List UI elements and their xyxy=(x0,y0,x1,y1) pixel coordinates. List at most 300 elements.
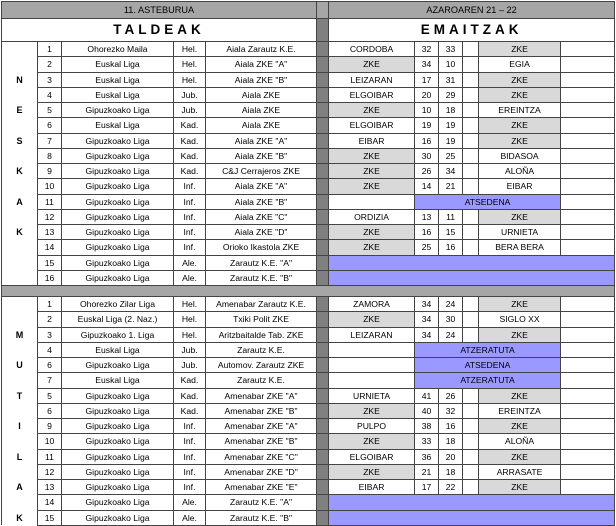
team-name: Amenabar ZKE "B" xyxy=(206,434,317,449)
home-team: ORDIZIA xyxy=(329,209,415,224)
away-score: 29 xyxy=(439,87,463,102)
trailing-cell xyxy=(561,480,615,495)
home-score: 34 xyxy=(415,327,439,342)
home-score: 32 xyxy=(415,42,439,57)
column-divider xyxy=(317,240,329,255)
team-name: C&J Cerrajeros ZKE xyxy=(206,164,317,179)
team-name: Aiala ZKE "A" xyxy=(206,179,317,194)
trailing-cell xyxy=(561,312,615,327)
home-score: 21 xyxy=(415,464,439,479)
category: Inf. xyxy=(174,240,206,255)
home-team: ELGOIBAR xyxy=(329,118,415,133)
column-divider xyxy=(317,373,329,388)
score-spacer xyxy=(463,388,479,403)
team-name: Aiala ZKE "B" xyxy=(206,148,317,163)
category: Hel. xyxy=(174,327,206,342)
category: Kad. xyxy=(174,133,206,148)
home-team: PULPO xyxy=(329,419,415,434)
category: Kad. xyxy=(174,388,206,403)
section-letter: E xyxy=(2,103,38,118)
results-heading: EMAITZAK xyxy=(329,19,615,42)
away-score: 33 xyxy=(439,42,463,57)
away-team: EIBAR xyxy=(479,179,561,194)
away-team: ZKE xyxy=(479,209,561,224)
team-name: Zarautz K.E. "B" xyxy=(206,270,317,285)
home-score: 10 xyxy=(415,103,439,118)
section-letter-blank xyxy=(2,270,38,285)
league-name: Gipuzkoako Liga xyxy=(62,449,174,464)
result-spacer xyxy=(561,373,615,388)
team-name: Automov. Zarautz ZKE xyxy=(206,358,317,373)
section-letter-blank xyxy=(2,57,38,72)
row-number: 14 xyxy=(38,240,62,255)
category: Ale. xyxy=(174,255,206,270)
away-score: 32 xyxy=(439,403,463,418)
row-number: 4 xyxy=(38,342,62,357)
score-spacer xyxy=(463,87,479,102)
category: Jub. xyxy=(174,87,206,102)
results-sheet xyxy=(1,1,615,526)
home-team: ZKE xyxy=(329,103,415,118)
league-name: Gipuzkoako Liga xyxy=(62,403,174,418)
home-team: LEIZARAN xyxy=(329,72,415,87)
trailing-cell xyxy=(561,464,615,479)
row-number: 8 xyxy=(38,148,62,163)
home-team: ZKE xyxy=(329,225,415,240)
column-divider xyxy=(317,225,329,240)
teams-heading: TALDEAK xyxy=(2,19,317,42)
away-score: 30 xyxy=(439,312,463,327)
table-row xyxy=(2,72,615,87)
table-row xyxy=(2,449,615,464)
column-divider xyxy=(317,255,329,270)
result-spacer xyxy=(329,358,415,373)
row-number: 4 xyxy=(38,87,62,102)
team-name: Amenabar Zarautz K.E. xyxy=(206,297,317,312)
column-divider xyxy=(317,510,329,525)
row-number: 1 xyxy=(38,297,62,312)
team-name: Aiala Zarautz K.E. xyxy=(206,42,317,57)
table-row xyxy=(2,57,615,72)
away-score: 24 xyxy=(439,327,463,342)
section-letter: L xyxy=(2,449,38,464)
category: Jub. xyxy=(174,342,206,357)
team-name: Amenabar ZKE "B" xyxy=(206,403,317,418)
trailing-cell xyxy=(561,434,615,449)
league-name: Gipuzkoako Liga xyxy=(62,103,174,118)
section-letter: K xyxy=(2,510,38,525)
league-name: Gipuzkoako Liga xyxy=(62,164,174,179)
category: Kad. xyxy=(174,148,206,163)
trailing-cell xyxy=(561,87,615,102)
section-letter-blank xyxy=(2,87,38,102)
category: Inf. xyxy=(174,464,206,479)
away-team: ZKE xyxy=(479,388,561,403)
section-letter: T xyxy=(2,388,38,403)
category: Ale. xyxy=(174,510,206,525)
column-divider xyxy=(317,87,329,102)
section-letter: N xyxy=(2,72,38,87)
trailing-cell xyxy=(561,72,615,87)
league-name: Euskal Liga xyxy=(62,87,174,102)
result-spacer xyxy=(329,373,415,388)
away-team: ZKE xyxy=(479,42,561,57)
away-score: 25 xyxy=(439,148,463,163)
away-score: 26 xyxy=(439,388,463,403)
league-name: Gipuzkoako Liga xyxy=(62,179,174,194)
row-number: 7 xyxy=(38,373,62,388)
column-divider xyxy=(317,118,329,133)
section-letter-blank xyxy=(2,312,38,327)
table-row xyxy=(2,209,615,224)
away-score: 22 xyxy=(439,480,463,495)
away-score: 19 xyxy=(439,118,463,133)
team-name: Aiala ZKE "C" xyxy=(206,209,317,224)
column-divider xyxy=(317,495,329,510)
team-name: Aiala ZKE "D" xyxy=(206,225,317,240)
away-team: ZKE xyxy=(479,87,561,102)
score-spacer xyxy=(463,327,479,342)
column-divider xyxy=(317,480,329,495)
column-divider xyxy=(317,2,329,19)
team-name: Amenabar ZKE "E" xyxy=(206,480,317,495)
score-spacer xyxy=(463,225,479,240)
away-team: ZKE xyxy=(479,419,561,434)
trailing-cell xyxy=(561,449,615,464)
category: Jub. xyxy=(174,103,206,118)
section-letter: K xyxy=(2,164,38,179)
row-number: 5 xyxy=(38,388,62,403)
score-spacer xyxy=(463,240,479,255)
column-divider xyxy=(317,297,329,312)
team-name: Zarautz K.E. "B" xyxy=(206,510,317,525)
team-name: Aiala ZKE "B" xyxy=(206,72,317,87)
away-score: 34 xyxy=(439,164,463,179)
score-spacer xyxy=(463,164,479,179)
home-score: 13 xyxy=(415,209,439,224)
away-team: URNIETA xyxy=(479,225,561,240)
result-spacer xyxy=(329,194,415,209)
row-number: 3 xyxy=(38,327,62,342)
table-row xyxy=(2,403,615,418)
column-divider xyxy=(317,133,329,148)
league-name: Gipuzkoako Liga xyxy=(62,209,174,224)
home-score: 20 xyxy=(415,87,439,102)
league-name: Euskal Liga xyxy=(62,72,174,87)
league-name: Gipuzkoako Liga xyxy=(62,194,174,209)
table-row xyxy=(2,133,615,148)
row-number: 13 xyxy=(38,480,62,495)
home-team: ZKE xyxy=(329,179,415,194)
home-team: CORDOBA xyxy=(329,42,415,57)
home-score: 34 xyxy=(415,312,439,327)
trailing-cell xyxy=(561,164,615,179)
trailing-cell xyxy=(561,225,615,240)
trailing-cell xyxy=(561,133,615,148)
column-divider xyxy=(317,358,329,373)
trailing-cell xyxy=(561,403,615,418)
away-team: ZKE xyxy=(479,327,561,342)
league-name: Ohorezko Maila xyxy=(62,42,174,57)
league-name: Gipuzkoako Liga xyxy=(62,388,174,403)
trailing-cell xyxy=(561,57,615,72)
home-team: ZKE xyxy=(329,148,415,163)
score-spacer xyxy=(463,464,479,479)
row-number: 6 xyxy=(38,358,62,373)
team-name: Zarautz K.E. "A" xyxy=(206,495,317,510)
away-score: 16 xyxy=(439,240,463,255)
date-title: AZAROAREN 21 – 22 xyxy=(329,2,615,19)
row-number: 5 xyxy=(38,103,62,118)
row-number: 13 xyxy=(38,225,62,240)
score-spacer xyxy=(463,118,479,133)
row-number: 15 xyxy=(38,510,62,525)
section-letter: S xyxy=(2,133,38,148)
result-empty xyxy=(329,510,615,525)
away-score: 16 xyxy=(439,419,463,434)
table-row xyxy=(2,342,615,357)
table-row xyxy=(2,103,615,118)
category: Kad. xyxy=(174,118,206,133)
league-name: Gipuzkoako Liga xyxy=(62,255,174,270)
table-row xyxy=(2,480,615,495)
score-spacer xyxy=(463,403,479,418)
score-spacer xyxy=(463,297,479,312)
separator-bar xyxy=(2,286,615,297)
column-divider xyxy=(317,148,329,163)
table-row xyxy=(2,255,615,270)
away-team: EREINTZA xyxy=(479,103,561,118)
league-name: Gipuzkoako Liga xyxy=(62,270,174,285)
section-letter-blank xyxy=(2,434,38,449)
league-name: Ohorezko Zilar Liga xyxy=(62,297,174,312)
row-number: 1 xyxy=(38,42,62,57)
column-divider xyxy=(317,57,329,72)
away-team: BERA BERA xyxy=(479,240,561,255)
league-name: Gipuzkoako Liga xyxy=(62,480,174,495)
table-row xyxy=(2,495,615,510)
home-score: 25 xyxy=(415,240,439,255)
team-name: Amenabar ZKE "D" xyxy=(206,464,317,479)
category: Kad. xyxy=(174,403,206,418)
score-spacer xyxy=(463,57,479,72)
home-score: 34 xyxy=(415,57,439,72)
results-table xyxy=(1,1,615,526)
section-letter-blank xyxy=(2,297,38,312)
league-name: Gipuzkoako 1. Liga xyxy=(62,327,174,342)
league-name: Euskal Liga xyxy=(62,342,174,357)
away-team: BIDASOA xyxy=(479,148,561,163)
league-name: Euskal Liga xyxy=(62,57,174,72)
home-score: 16 xyxy=(415,133,439,148)
category: Inf. xyxy=(174,194,206,209)
row-number: 2 xyxy=(38,312,62,327)
section-letter-blank xyxy=(2,118,38,133)
league-name: Gipuzkoako Liga xyxy=(62,419,174,434)
category: Inf. xyxy=(174,225,206,240)
team-name: Aiala ZKE "A" xyxy=(206,133,317,148)
team-name: Amenabar ZKE "C" xyxy=(206,449,317,464)
category: Ale. xyxy=(174,495,206,510)
column-divider xyxy=(317,449,329,464)
home-score: 34 xyxy=(415,297,439,312)
home-score: 19 xyxy=(415,118,439,133)
section-letter-blank xyxy=(2,373,38,388)
row-number: 16 xyxy=(38,270,62,285)
column-divider xyxy=(317,19,329,42)
table-row xyxy=(2,270,615,285)
away-team: ALOÑA xyxy=(479,164,561,179)
score-spacer xyxy=(463,72,479,87)
row-number: 14 xyxy=(38,495,62,510)
away-score: 18 xyxy=(439,434,463,449)
round-title: 11. ASTEBURUA xyxy=(2,2,317,19)
column-divider xyxy=(317,403,329,418)
row-number: 10 xyxy=(38,434,62,449)
score-spacer xyxy=(463,209,479,224)
home-team: ELGOIBAR xyxy=(329,449,415,464)
league-name: Gipuzkoako Liga xyxy=(62,358,174,373)
away-team: EGIA xyxy=(479,57,561,72)
team-name: Aritzbaitalde Tab. ZKE xyxy=(206,327,317,342)
table-row xyxy=(2,388,615,403)
home-team: ZKE xyxy=(329,403,415,418)
team-name: Aiala ZKE xyxy=(206,87,317,102)
category: Kad. xyxy=(174,373,206,388)
section-letter-blank xyxy=(2,240,38,255)
row-number: 15 xyxy=(38,255,62,270)
home-score: 26 xyxy=(415,164,439,179)
table-row xyxy=(2,327,615,342)
table-row xyxy=(2,434,615,449)
section-letter-blank xyxy=(2,42,38,57)
away-score: 21 xyxy=(439,179,463,194)
away-score: 15 xyxy=(439,225,463,240)
category: Ale. xyxy=(174,270,206,285)
team-name: Orioko Ikastola ZKE xyxy=(206,240,317,255)
home-team: EIBAR xyxy=(329,480,415,495)
team-name: Amenabar ZKE "A" xyxy=(206,419,317,434)
team-name: Zarautz K.E. xyxy=(206,342,317,357)
column-divider xyxy=(317,42,329,57)
away-team: EREINTZA xyxy=(479,403,561,418)
away-team: ARRASATE xyxy=(479,464,561,479)
league-name: Euskal Liga xyxy=(62,373,174,388)
row-number: 9 xyxy=(38,419,62,434)
column-divider xyxy=(317,103,329,118)
table-row xyxy=(2,464,615,479)
score-spacer xyxy=(463,179,479,194)
trailing-cell xyxy=(561,388,615,403)
column-divider xyxy=(317,434,329,449)
section-letter: A xyxy=(2,480,38,495)
home-team: ELGOIBAR xyxy=(329,87,415,102)
row-number: 6 xyxy=(38,403,62,418)
league-name: Euskal Liga xyxy=(62,118,174,133)
home-score: 30 xyxy=(415,148,439,163)
league-name: Gipuzkoako Liga xyxy=(62,225,174,240)
trailing-cell xyxy=(561,240,615,255)
trailing-cell xyxy=(561,179,615,194)
league-name: Euskal Liga (2. Naz.) xyxy=(62,312,174,327)
result-empty xyxy=(329,255,615,270)
away-team: SIGLO XX xyxy=(479,312,561,327)
table-row xyxy=(2,297,615,312)
category: Inf. xyxy=(174,179,206,194)
trailing-cell xyxy=(561,419,615,434)
table-row xyxy=(2,240,615,255)
section-letter: I xyxy=(2,419,38,434)
category: Jub. xyxy=(174,358,206,373)
team-name: Txiki Polit ZKE xyxy=(206,312,317,327)
category: Inf. xyxy=(174,480,206,495)
home-score: 17 xyxy=(415,480,439,495)
score-spacer xyxy=(463,449,479,464)
column-divider xyxy=(317,209,329,224)
home-score: 16 xyxy=(415,225,439,240)
section-letter: U xyxy=(2,358,38,373)
home-team: ZKE xyxy=(329,434,415,449)
column-divider xyxy=(317,179,329,194)
row-number: 6 xyxy=(38,118,62,133)
section-letter-blank xyxy=(2,342,38,357)
score-spacer xyxy=(463,133,479,148)
away-team: ZKE xyxy=(479,72,561,87)
away-team: ZKE xyxy=(479,480,561,495)
league-name: Gipuzkoako Liga xyxy=(62,148,174,163)
team-name: Zarautz K.E. "A" xyxy=(206,255,317,270)
section-letter-blank xyxy=(2,209,38,224)
column-divider xyxy=(317,72,329,87)
trailing-cell xyxy=(561,209,615,224)
section-letter-blank xyxy=(2,148,38,163)
league-name: Gipuzkoako Liga xyxy=(62,133,174,148)
home-score: 36 xyxy=(415,449,439,464)
category: Inf. xyxy=(174,449,206,464)
home-score: 38 xyxy=(415,419,439,434)
category: Kad. xyxy=(174,164,206,179)
league-name: Gipuzkoako Liga xyxy=(62,495,174,510)
away-score: 18 xyxy=(439,464,463,479)
column-divider xyxy=(317,327,329,342)
row-number: 3 xyxy=(38,72,62,87)
league-name: Gipuzkoako Liga xyxy=(62,240,174,255)
home-score: 40 xyxy=(415,403,439,418)
home-team: ZKE xyxy=(329,312,415,327)
home-score: 33 xyxy=(415,434,439,449)
home-team: ZKE xyxy=(329,57,415,72)
table-row xyxy=(2,179,615,194)
result-spacer xyxy=(329,342,415,357)
score-spacer xyxy=(463,103,479,118)
table-row xyxy=(2,510,615,525)
column-divider xyxy=(317,464,329,479)
home-score: 17 xyxy=(415,72,439,87)
table-row xyxy=(2,148,615,163)
trailing-cell xyxy=(561,148,615,163)
away-score: 18 xyxy=(439,103,463,118)
column-divider xyxy=(317,419,329,434)
result-note: ATZERATUTA xyxy=(415,342,561,357)
home-team: URNIETA xyxy=(329,388,415,403)
league-name: Gipuzkoako Liga xyxy=(62,434,174,449)
score-spacer xyxy=(463,148,479,163)
away-score: 24 xyxy=(439,297,463,312)
league-name: Gipuzkoako Liga xyxy=(62,510,174,525)
category: Hel. xyxy=(174,72,206,87)
team-name: Zarautz K.E. xyxy=(206,373,317,388)
section-separator xyxy=(2,286,615,297)
